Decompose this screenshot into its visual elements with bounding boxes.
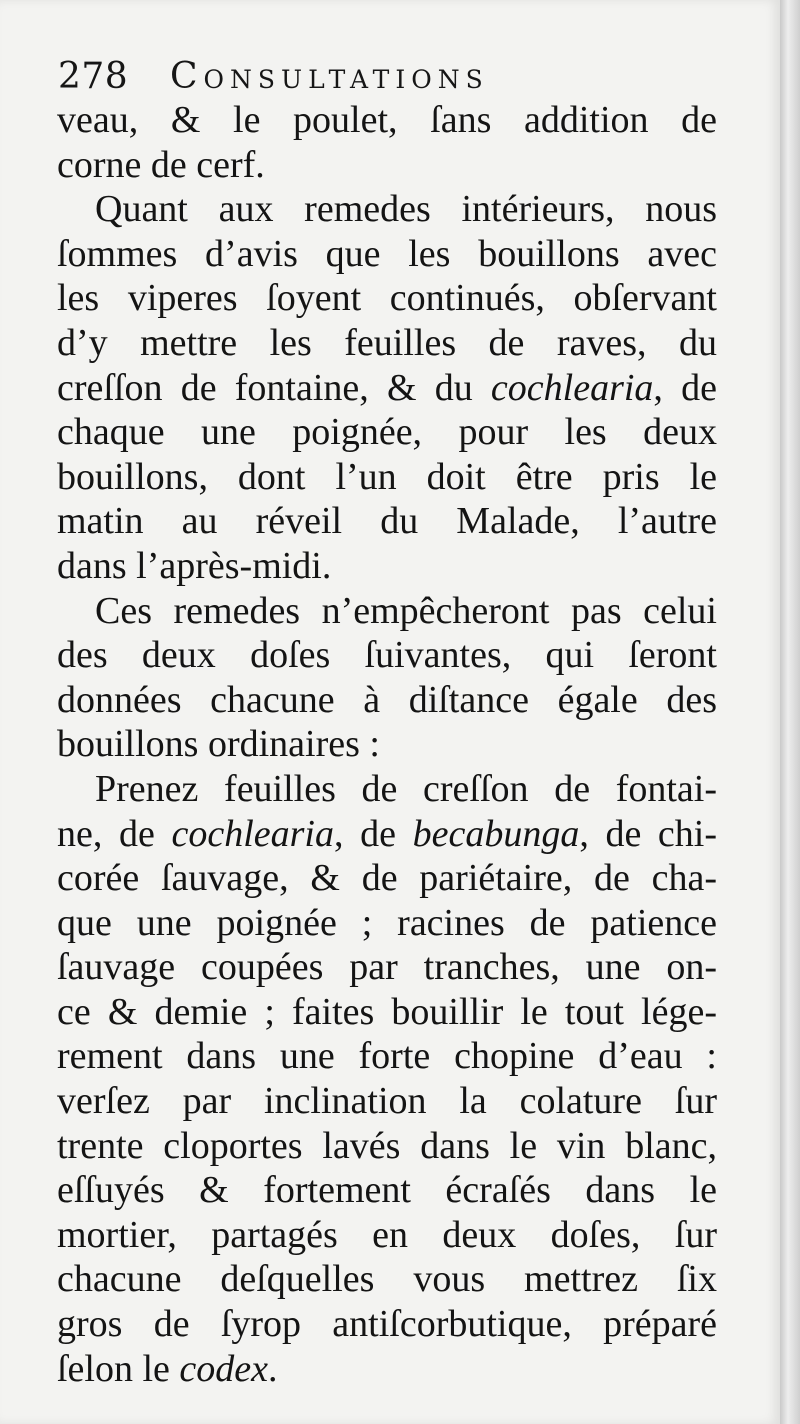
text-segment: , de — [653, 366, 717, 409]
text-line — [57, 98, 717, 143]
text-segment: des deux doſes ſuivantes, qui ſeront — [57, 634, 717, 677]
text-line — [57, 589, 717, 634]
text-line — [57, 321, 717, 366]
text-line — [57, 499, 717, 544]
text-segment: eſſuyés & fortement écraſés dans le — [57, 1169, 717, 1212]
text-line — [57, 1213, 717, 1258]
page-header — [58, 52, 748, 102]
italic-term: cochlearia — [171, 812, 334, 855]
text-line — [57, 544, 717, 589]
text-segment: que une poignée ; racines de patience — [57, 901, 717, 944]
page-edge — [780, 0, 800, 1424]
text-segment: mortier, partagés en deux doſes, ſur — [57, 1213, 717, 1256]
text-line — [57, 1302, 717, 1347]
page-number: 278 — [58, 56, 129, 97]
text-line — [57, 678, 717, 723]
text-segment: corne de cerf. — [57, 143, 265, 186]
text-segment: verſez par inclination la colature ſur — [57, 1080, 717, 1123]
text-segment: dans l’après-midi. — [57, 544, 332, 587]
text-segment: , de — [333, 812, 413, 855]
text-segment: matin au réveil du Malade, l’autre — [57, 500, 717, 543]
italic-term: becabunga — [412, 812, 580, 855]
text-segment: corée ſauvage, & de pariétaire, de cha- — [57, 857, 717, 900]
text-line — [57, 812, 717, 857]
paragraph — [57, 767, 717, 1391]
text-segment: ce & demie ; faites bouillir le tout lége- — [57, 990, 717, 1033]
italic-term: codex — [179, 1347, 269, 1390]
text-line — [57, 187, 717, 232]
text-line — [57, 276, 717, 321]
text-segment: chacune deſquelles vous mettrez ſix — [57, 1258, 717, 1301]
text-line — [57, 722, 717, 767]
text-segment: ne, de — [57, 812, 172, 855]
text-line — [57, 901, 717, 946]
text-segment: rement dans une forte chopine d’eau : — [57, 1035, 717, 1078]
text-line — [57, 856, 717, 901]
text-line — [57, 767, 717, 812]
text-segment: trente cloportes lavés dans le vin blanc, — [57, 1124, 717, 1167]
text-line — [57, 1034, 717, 1079]
text-segment: Quant aux remedes intérieurs, nous — [95, 188, 717, 231]
text-segment: d’y mettre les feuilles de raves, du — [57, 321, 717, 364]
text-segment: Ces remedes n’empêcheront pas celui — [95, 589, 717, 632]
text-segment: Prenez feuilles de creſſon de fontai- — [95, 767, 717, 810]
text-line — [57, 366, 717, 411]
text-segment: , de chi- — [579, 812, 718, 855]
text-segment: bouillons, dont l’un doit être pris le — [57, 455, 717, 498]
text-line — [57, 1257, 717, 1302]
text-line — [57, 1168, 717, 1213]
text-line — [57, 945, 717, 990]
italic-term: cochlearia — [490, 366, 654, 409]
text-segment: bouillons ordinaires : — [57, 723, 380, 766]
text-segment: les viperes ſoyent continués, obſervant — [57, 277, 717, 320]
text-line — [57, 143, 717, 188]
text-segment: ſauvage coupées par tranches, une on- — [57, 946, 717, 989]
text-segment: données chacune à diſtance égale des — [57, 678, 717, 721]
paragraph — [57, 98, 717, 187]
text-segment: chaque une poignée, pour les deux — [57, 411, 717, 454]
paragraph — [57, 589, 717, 767]
text-line — [57, 455, 717, 500]
text-segment: gros de ſyrop antiſcorbutique, préparé — [57, 1303, 717, 1346]
text-line — [57, 990, 717, 1035]
text-line — [57, 1124, 717, 1169]
text-segment: veau, & le poulet, ſans addition de — [57, 99, 717, 141]
paragraph — [57, 187, 717, 588]
text-line — [57, 410, 717, 455]
text-segment: . — [268, 1347, 278, 1390]
text-line — [57, 1347, 717, 1392]
text-segment: ſommes d’avis que les bouillons avec — [57, 232, 717, 275]
text-segment: creſſon de fontaine, & du — [57, 366, 491, 409]
text-segment: ſelon le — [57, 1347, 180, 1390]
body-text — [57, 98, 717, 1391]
text-line — [57, 1079, 717, 1124]
running-head: Consultations — [170, 56, 489, 97]
text-line — [57, 633, 717, 678]
text-line — [57, 232, 717, 277]
